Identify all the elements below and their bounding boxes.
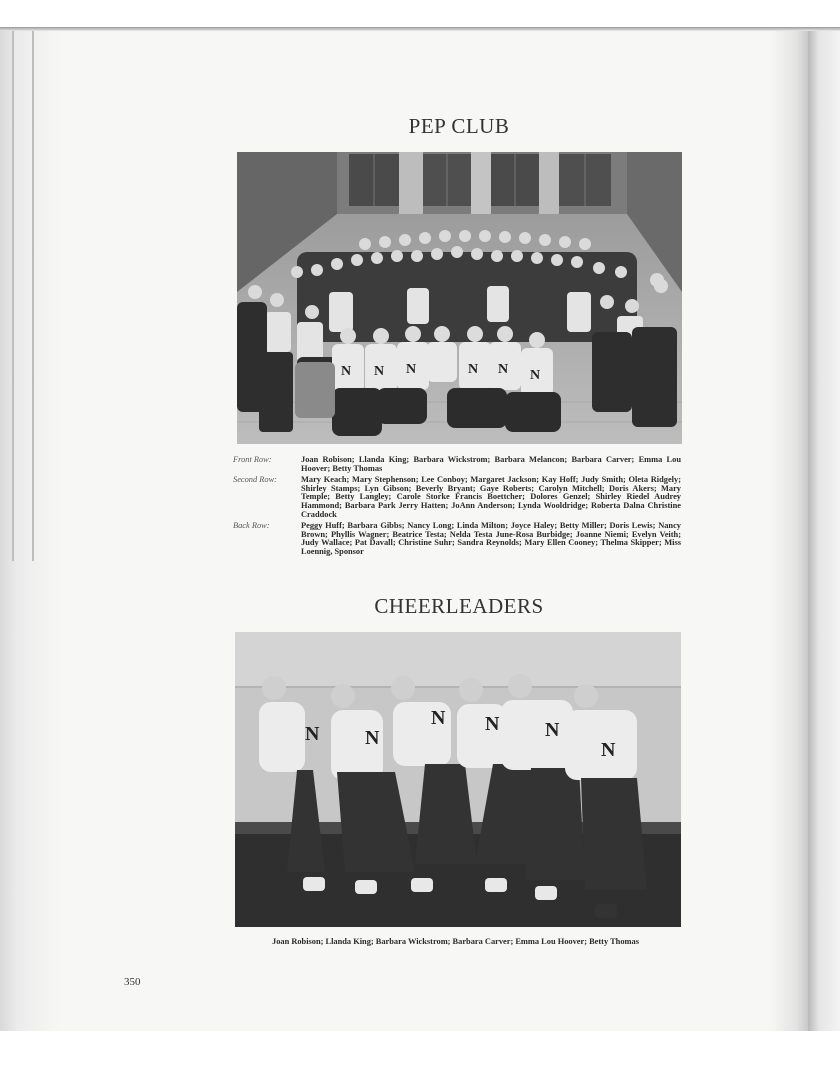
binding-line [12,31,14,561]
roster-label: Back Row: [233,521,270,531]
roster-names: Mary Keach; Mary Stephenson; Lee Conboy; Margaret Jackson; Kay Hoff; Judy Smith; Oleta Ridgely; Shirley Stamps; Lyn Gibson; Beverly Bryant; Gaye Roberts; Carolyn Mitchell; Doris Akers; Mary Temple; Betty Langley; Carole Storke Francis Boettcher; Dolores Genzel; Shirley Riedel Audrey Hammond; Barbara Park Jerry Hatten; JoAnn Anderson; Lynda Wooldridge; Roberta Dalna Christine Craddock [301,475,681,519]
roster-row-second [233,476,681,519]
roster-label: Second Row: [233,475,277,485]
page-curl-shadow [770,31,808,1031]
roster-label: Front Row: [233,455,272,464]
pep-club-title: PEP CLUB [408,114,510,138]
svg-text:N: N [530,368,541,383]
cheerleaders-photo [235,632,681,927]
next-page-edge [808,31,840,1031]
svg-text:N: N [406,362,417,377]
svg-text:N: N [341,364,352,379]
roster-row-back [233,522,681,556]
pep-club-roster [233,456,681,560]
cheerleaders-title: CHEERLEADERS [374,594,544,618]
svg-text:N: N [365,727,380,749]
binding-shadow [0,31,60,1031]
roster-row-front [233,456,681,473]
page-number: 350 [124,976,141,988]
svg-text:N: N [545,719,560,741]
roster-names: Joan Robison; Llanda King; Barbara Wickstrom; Barbara Melancon; Barbara Carver; Emma Lou Hoover; Betty Thomas [301,455,681,473]
svg-text:N: N [485,713,500,735]
svg-text:N: N [601,739,616,761]
pep-club-photo [237,152,682,444]
cheerleaders-caption: Joan Robison; Llanda King; Barbara Wickstrom; Barbara Carver; Emma Lou Hoover; Betty Thomas [272,937,639,946]
svg-text:N: N [498,362,509,377]
scan-background [0,0,840,30]
roster-names: Peggy Huff; Barbara Gibbs; Nancy Long; Linda Milton; Joyce Haley; Betty Miller; Doris Lewis; Nancy Brown; Phyllis Wagner; Beatrice Testa; Nelda Testa June-Rosa Burbidge; Joanne Niemi; Evelyn Veith; Judy Wallace; Pat Davall; Christine Suhr; Sandra Reynolds; Mary Ellen Cooney; Thelma Skipper; Miss Loennig, Sponsor [301,521,681,556]
binding-line [32,31,34,561]
svg-text:N: N [374,364,385,379]
svg-text:N: N [468,362,479,377]
svg-text:N: N [305,723,320,745]
svg-text:N: N [431,707,446,729]
